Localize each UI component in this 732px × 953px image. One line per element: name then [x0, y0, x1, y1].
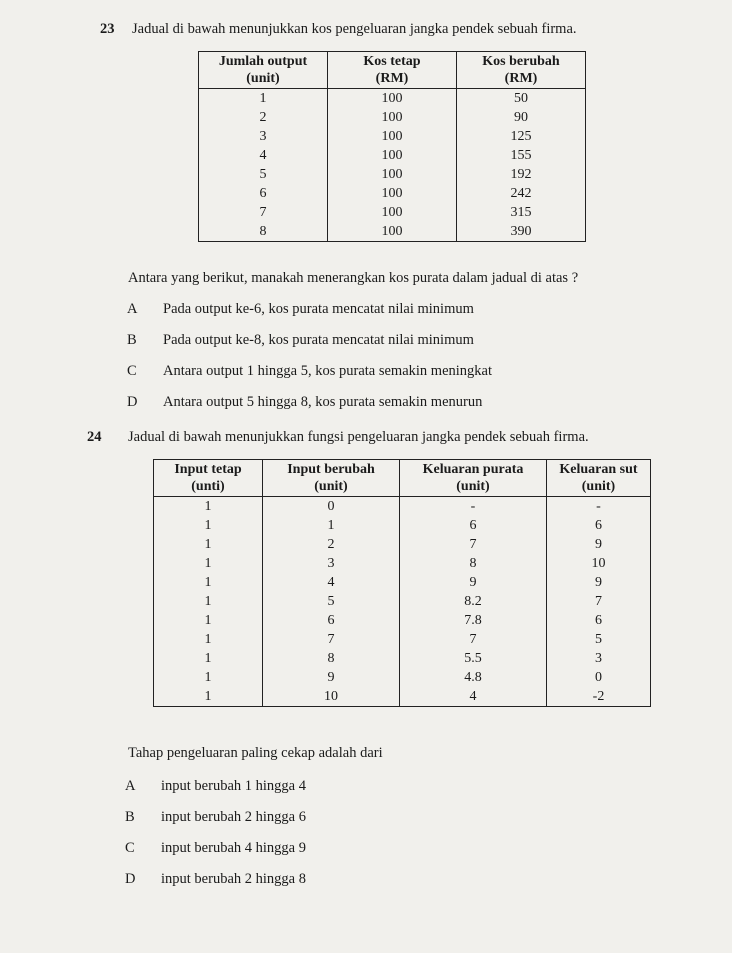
table-cell: 5 [263, 592, 400, 611]
table-cell: 7.8 [400, 611, 547, 630]
table-cell: 10 [263, 687, 400, 707]
table-cell: 1 [263, 516, 400, 535]
q24-option-b[interactable]: B input berubah 2 hingga 6 [125, 809, 306, 825]
table-cell: 2 [263, 535, 400, 554]
col-header-marginal-product: Keluaran sut (unit) [547, 460, 651, 497]
table-cell: 1 [154, 630, 263, 649]
table-cell: 3 [199, 127, 328, 146]
table-cell: 4 [400, 687, 547, 707]
table-cell: 4 [199, 146, 328, 165]
table-cell: 192 [457, 165, 586, 184]
table-cell: 100 [328, 184, 457, 203]
table-cell: 9 [547, 573, 651, 592]
q24-prompt: Tahap pengeluaran paling cekap adalah dari [128, 745, 383, 761]
table-cell: 4 [263, 573, 400, 592]
table-row [154, 630, 651, 649]
table-cell: 9 [263, 668, 400, 687]
table-cell: 1 [199, 89, 328, 109]
col-header-variable-cost: Kos berubah (RM) [457, 52, 586, 89]
table-cell: 90 [457, 108, 586, 127]
table-cell: 50 [457, 89, 586, 109]
table-row [154, 668, 651, 687]
table-cell: 6 [547, 611, 651, 630]
q23-prompt: Antara yang berikut, manakah menerangkan kos purata dalam jadual di atas ? [128, 270, 579, 286]
table-cell: 100 [328, 165, 457, 184]
q23-option-a[interactable]: A Pada output ke-6, kos purata mencatat nilai minimum [127, 301, 474, 317]
table-cell: 1 [154, 611, 263, 630]
q24-number: 24 [87, 429, 102, 445]
table-cell: 7 [199, 203, 328, 222]
q24-stem: Jadual di bawah menunjukkan fungsi pengeluaran jangka pendek sebuah firma. [128, 429, 589, 445]
table-cell: 6 [263, 611, 400, 630]
table-cell: 1 [154, 668, 263, 687]
table-cell: 8 [263, 649, 400, 668]
table-cell: 0 [263, 497, 400, 517]
table-cell: 4.8 [400, 668, 547, 687]
q23-option-c[interactable]: C Antara output 1 hingga 5, kos purata semakin meningkat [127, 363, 492, 379]
table-row [154, 497, 651, 517]
table-row [154, 611, 651, 630]
table-row [199, 184, 586, 203]
col-header-variable-input: Input berubah (unit) [263, 460, 400, 497]
table-row [154, 516, 651, 535]
table-row [154, 592, 651, 611]
table-cell: 7 [400, 630, 547, 649]
col-header-fixed-cost: Kos tetap (RM) [328, 52, 457, 89]
table-cell: 0 [547, 668, 651, 687]
q24-option-a[interactable]: A input berubah 1 hingga 4 [125, 778, 306, 794]
col-header-average-product: Keluaran purata (unit) [400, 460, 547, 497]
table-cell: 7 [400, 535, 547, 554]
table-cell: - [400, 497, 547, 517]
table-cell: 100 [328, 108, 457, 127]
table-row [199, 127, 586, 146]
table-cell: 10 [547, 554, 651, 573]
table-row [199, 165, 586, 184]
table-cell: 1 [154, 573, 263, 592]
table-cell: 5.5 [400, 649, 547, 668]
table-cell: 1 [154, 497, 263, 517]
col-header-output: Jumlah output (unit) [199, 52, 328, 89]
table-cell: 100 [328, 203, 457, 222]
table-cell: 2 [199, 108, 328, 127]
table-cell: 125 [457, 127, 586, 146]
table-cell: 6 [400, 516, 547, 535]
table-cell: 7 [547, 592, 651, 611]
table-row [199, 222, 586, 242]
table-cell: 100 [328, 89, 457, 109]
table-cell: 3 [263, 554, 400, 573]
table-cell: - [547, 497, 651, 517]
table-row [199, 203, 586, 222]
table-header-row [199, 52, 586, 89]
table-cell: 6 [547, 516, 651, 535]
table-cell: -2 [547, 687, 651, 707]
table-cell: 390 [457, 222, 586, 242]
table-row [199, 89, 586, 109]
table-row [199, 108, 586, 127]
table-row [154, 687, 651, 707]
q23-option-b[interactable]: B Pada output ke-8, kos purata mencatat nilai minimum [127, 332, 474, 348]
q24-production-table [153, 459, 651, 707]
table-cell: 6 [199, 184, 328, 203]
table-cell: 9 [547, 535, 651, 554]
table-row [154, 573, 651, 592]
table-row [154, 554, 651, 573]
table-cell: 5 [199, 165, 328, 184]
table-cell: 100 [328, 146, 457, 165]
table-cell: 1 [154, 535, 263, 554]
table-cell: 155 [457, 146, 586, 165]
table-cell: 5 [547, 630, 651, 649]
q23-number: 23 [100, 21, 115, 37]
table-cell: 1 [154, 554, 263, 573]
table-header-row [154, 460, 651, 497]
col-header-fixed-input: Input tetap (unti) [154, 460, 263, 497]
table-cell: 100 [328, 222, 457, 242]
q23-option-d[interactable]: D Antara output 5 hingga 8, kos purata semakin menurun [127, 394, 483, 410]
table-cell: 9 [400, 573, 547, 592]
q23-cost-table [198, 51, 586, 242]
table-cell: 8 [400, 554, 547, 573]
table-cell: 3 [547, 649, 651, 668]
table-cell: 1 [154, 516, 263, 535]
table-cell: 100 [328, 127, 457, 146]
table-cell: 1 [154, 592, 263, 611]
table-cell: 242 [457, 184, 586, 203]
q23-stem: Jadual di bawah menunjukkan kos pengeluaran jangka pendek sebuah firma. [132, 21, 577, 37]
table-cell: 315 [457, 203, 586, 222]
q24-option-d[interactable]: D input berubah 2 hingga 8 [125, 871, 306, 887]
table-cell: 8 [199, 222, 328, 242]
table-row [199, 146, 586, 165]
table-row [154, 649, 651, 668]
table-cell: 1 [154, 687, 263, 707]
table-cell: 1 [154, 649, 263, 668]
table-cell: 8.2 [400, 592, 547, 611]
table-row [154, 535, 651, 554]
table-cell: 7 [263, 630, 400, 649]
q24-option-c[interactable]: C input berubah 4 hingga 9 [125, 840, 306, 856]
